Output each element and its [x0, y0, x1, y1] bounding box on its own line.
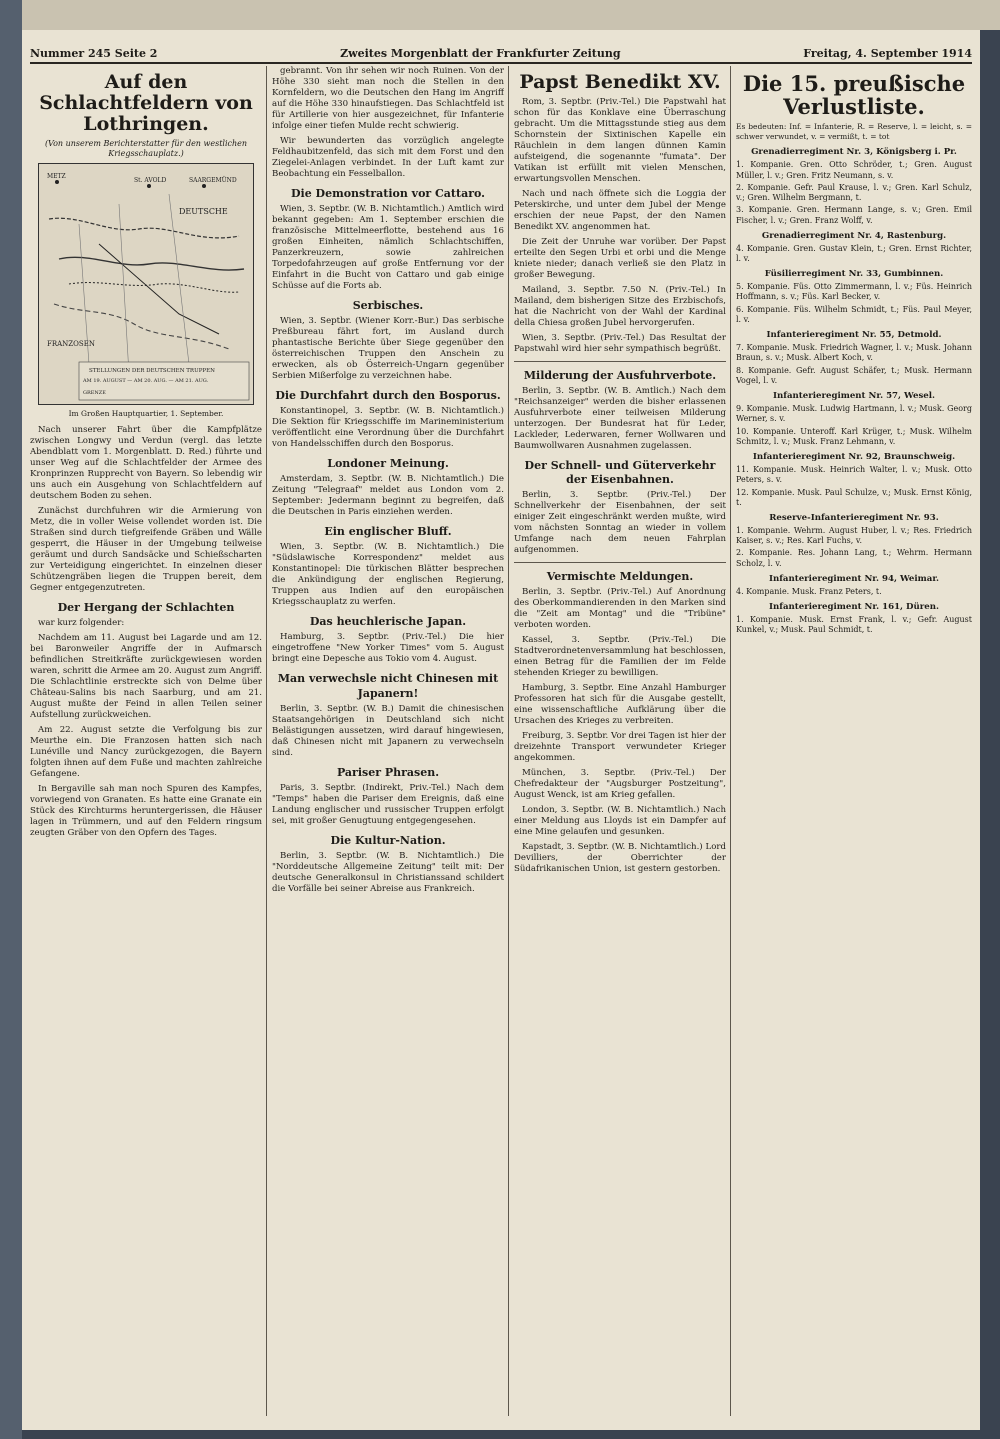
section-heading: Man verwechsle nicht Chinesen mit Japanern! [277, 672, 499, 700]
paragraph: Hamburg, 3. Septbr. (Priv.-Tel.) Die hier eingetroffene "New Yorker Times" vom 5. August bringt eine Depesche aus Tokio vom 4. August. [272, 632, 504, 665]
column-4 [736, 66, 972, 1416]
newspaper-page [22, 30, 980, 1430]
paragraph: Amsterdam, 3. Septbr. (W. B. Nichtamtlich.) Die Zeitung "Telegraaf" meldet aus London vom 2. September: Jedermann beginnt zu begreifen, daß die Deutschen in Paris einziehen werden. [272, 474, 504, 518]
map-caption: Im Großen Hauptquartier, 1. September. [68, 409, 224, 419]
paragraph: Kapstadt, 3. Septbr. (W. B. Nichtamtlich.) Lord Devilliers, der Oberrichter der Südafrikanischen Union, ist gestern gestorben. [514, 842, 726, 875]
paragraph: London, 3. Septbr. (W. B. Nichtamtlich.) Nach einer Meldung aus Lloyds ist ein Dampfer auf eine Mine gelaufen und gesunken. [514, 805, 726, 838]
map-legend-border: GRENZE [83, 390, 106, 397]
paragraph: Nach und nach öffnete sich die Loggia der Peterskirche, und unter dem Jubel der Menge erschien der neue Papst, der den Namen Benedikt XV. angenommen hat. [514, 188, 726, 232]
battle-map [38, 163, 254, 405]
casualty-entry: 5. Kompanie. Füs. Otto Zimmermann, l. v.; Füs. Heinrich Hoffmann, s. v.; Füs. Karl Becker, v. [736, 282, 972, 302]
section-heading: Die Kultur-Nation. [330, 833, 446, 847]
column-2 [272, 66, 504, 1416]
paragraph: Am 22. August setzte die Verfolgung bis zur Meurthe ein. Die Franzosen hatten sich nach Lunéville und Nancy zurückgezogen, die Bayern folgten ihnen auf dem Fuße und machten zahlreiche Gefangene. [30, 724, 262, 779]
casualty-entry: 1. Kompanie. Gren. Otto Schröder, t.; Gren. August Müller, l. v.; Gren. Fritz Neumann, s. v. [736, 160, 972, 180]
column-rule [508, 66, 509, 1416]
casualty-entry: 11. Kompanie. Musk. Heinrich Walter, l. v.; Musk. Otto Peters, s. v. [736, 465, 972, 485]
map-label-metz: METZ [47, 173, 66, 181]
paragraph: Nach unserer Fahrt über die Kampfplätze zwischen Longwy und Verdun (vergl. das letzte Abendblatt vom 1. Morgenblatt. D. Red.) führte und unser Weg auf die Schlachtfelder der Armee des Kronprinzen Rupprecht von Bayern. So lebendig wir uns auch ein Ausgehung von Schlachtfeldern auf deutschem Boden zu sehen. [30, 424, 262, 501]
page-top-edge [22, 0, 1000, 30]
section-heading: Pariser Phrasen. [336, 765, 440, 779]
section-heading: Die Demonstration vor Cattaro. [291, 187, 485, 200]
paragraph: München, 3. Septbr. (Priv.-Tel.) Der Chefredakteur der "Augsburger Postzeitung", August Wenck, ist am Krieg gefallen. [514, 768, 726, 801]
regiment-heading: Reserve-Infanterieregiment Nr. 93. [769, 513, 939, 523]
map-label-saargemuend: SAARGEMÜND [189, 177, 237, 185]
section-heading: Der Hergang der Schlachten [57, 600, 235, 614]
article-subtitle: (Von unserem Berichterstatter für den westlichen Kriegsschauplatz.) [44, 138, 248, 158]
casualty-entry: 4. Kompanie. Gren. Gustav Klein, t.; Gren. Ernst Richter, l. v. [736, 243, 972, 264]
paragraph: Wien, 3. Septbr. (Priv.-Tel.) Das Resultat der Papstwahl wird hier sehr sympathisch begrüßt. [514, 332, 726, 354]
regiment-heading: Infanterieregiment Nr. 161, Düren. [769, 602, 939, 613]
map-legend-dates: AM 19. AUGUST — AM 20. AUG. — AM 21. AUG. [83, 378, 209, 385]
paragraph: Berlin, 3. Septbr. (W. B. Amtlich.) Nach dem "Reichsanzeiger" werden die bisher erlassenen Ausfuhrverbote einer teilweisen Milderung unterzogen. Der Bundesrat hat für Leder, Lackleder, Lederwaren, ferner Wollwaren und Baumwollwaren Ausnahmen zugelassen. [514, 385, 726, 451]
masthead: Zweites Morgenblatt der Frankfurter Zeitung [340, 46, 621, 60]
section-heading: Der Schnell- und Güterverkehr der Eisenbahnen. [524, 458, 716, 487]
paragraph: Kassel, 3. Septbr. (Priv.-Tel.) Die Stadtverordnetenversammlung hat beschlossen, einen Betrag für die Familien der im Felde stehenden Krieger zu bewilligen. [514, 635, 726, 679]
regiment-heading: Infanterieregiment Nr. 94, Weimar. [768, 573, 940, 584]
paragraph: Wien, 3. Septbr. (Wiener Korr.-Bur.) Das serbische Preßbureau fährt fort, im Ausland durch phantastische Berichte über Siege gegenüber den österreichischen Truppen den Anschein zu erwecken, als ob Österreich-Ungarn gegenüber Serbien Mißerfolge zu verzeichnen habe. [272, 316, 504, 382]
paragraph: Die Zeit der Unruhe war vorüber. Der Papst erteilte den Segen Urbi et orbi und die Menge kniete nieder; danach verließ sie den Platz in großer Bewegung. [514, 236, 726, 280]
casualty-entry: 1. Kompanie. Musk. Ernst Frank, l. v.; Gefr. August Kunkel, v.; Musk. Paul Schmidt, t. [736, 615, 972, 635]
casualty-entry: 8. Kompanie. Gefr. August Schäfer, t.; Musk. Hermann Vogel, l. v. [736, 365, 972, 385]
section-heading: Ein englischer Bluff. [324, 525, 452, 539]
paragraph: Konstantinopel, 3. Septbr. (W. B. Nichtamtlich.) Die Sektion für Kriegsschiffe im Marineministerium veröffentlicht eine Verordnung über die Durchfahrt von Handelsschiffen durch den Bosporus. [272, 406, 504, 450]
casualty-entry: 10. Kompanie. Unteroff. Karl Krüger, t.; Musk. Wilhelm Schmitz, l. v.; Musk. Franz Lehmann, v. [736, 426, 972, 446]
paragraph: Nachdem am 11. August bei Lagarde und am 12. bei Baronweiler Angriffe der in Aufmarsch befindlichen Streitkräfte zurückgewiesen worden waren, schritt die Armee am 20. August zum Angriff. Die Schlachtlinie erstreckte sich von Delme über Château-Salins bis nach Saarburg, und am 21. August mußte der Feind in allen Teilen seiner Aufstellung zurückweichen. [30, 632, 262, 720]
regiment-heading: Grenadierregiment Nr. 3, Königsberg i. Pr. [751, 147, 957, 158]
paragraph: Wir bewunderten das vorzüglich angelegte Feldhaubitzenfeld, das sich mit dem Forst und den Ziegelei-Anlagen verbindet. In der Luft kamt zur Beobachtung ein Fesselballon. [272, 136, 504, 179]
section-heading: Milderung der Ausfuhrverbote. [523, 368, 717, 382]
paragraph: Berlin, 3. Septbr. (W. B. Nichtamtlich.) Die "Norddeutsche Allgemeine Zeitung" teilt mit: Der deutsche Generalkonsul in Christianssand schildert die Vorfälle bei seiner Abreise aus Frankreich. [272, 850, 504, 894]
paragraph: war kurz folgender: [38, 617, 125, 628]
map-label-franzosen: FRANZOSEN [47, 340, 95, 349]
issue-number: Nummer 245 Seite 2 [30, 46, 158, 60]
divider [514, 361, 726, 362]
casualty-entry: 12. Kompanie. Musk. Paul Schulze, v.; Musk. Ernst König, t. [736, 487, 972, 507]
regiment-heading: Infanterieregiment Nr. 92, Braunschweig. [752, 452, 956, 463]
paragraph: gebrannt. Von ihr sehen wir noch Ruinen. Von der Höhe 330 sieht man noch die Stellen in den Kornfeldern, wo die Deutschen den Hang im Angriff auf die Höhe 330 hinaufstiegen. Das Schlachtfeld ist für Artillerie von hier ausgezeichnet, für Infanterie infolge einer tiefen Mulde recht schwierig. [272, 66, 504, 131]
paragraph: Freiburg, 3. Septbr. Vor drei Tagen ist hier der dreizehnte Transport verwundeter Krieger angekommen. [514, 731, 726, 764]
binding-spine [0, 0, 22, 1439]
casualty-entry: 1. Kompanie. Wehrm. August Huber, l. v.; Res. Friedrich Kaiser, s. v.; Res. Karl Fuchs, v. [736, 526, 972, 546]
regiment-heading: Füsilierregiment Nr. 33, Gumbinnen. [764, 269, 944, 280]
paragraph: Berlin, 3. Septbr. (W. B.) Damit die chinesischen Staatsangehörigen in Deutschland sich nicht Belästigungen aussetzen, wird darauf hingewiesen, daß Chinesen nicht mit Japanern zu verwechseln sind. [272, 703, 504, 758]
article-title: Auf den Schlachtfeldern von Lothringen. [39, 71, 253, 135]
casualty-entry: 2. Kompanie. Res. Johann Lang, t.; Wehrm. Hermann Scholz, l. v. [736, 548, 972, 568]
map-label-st-avold: St. AVOLD [134, 177, 167, 185]
casualty-entry: 3. Kompanie. Gren. Hermann Lange, s. v.; Gren. Emil Fischer, l. v.; Gren. Franz Wolff, v. [736, 205, 972, 225]
regiment-heading: Infanterieregiment Nr. 57, Wesel. [772, 391, 936, 402]
regiment-heading: Grenadierregiment Nr. 4, Rastenburg. [761, 230, 947, 241]
section-heading: Serbisches. [352, 299, 424, 313]
divider [514, 562, 726, 563]
paragraph: Rom, 3. Septbr. (Priv.-Tel.) Die Papstwahl hat schon für das Konklave eine Überraschung gebracht. Um die Mittagsstunde stieg aus dem Schornstein der Sixtinischen Kapelle ein Räuchlein in dem langen dünnen Kamin aufsteigend, die sogenannte "fumata". Der Vatikan ist erfüllt mit vielen Menschen, erwartungsvollen Menschen. [514, 96, 726, 184]
section-heading: Londoner Meinung. [327, 457, 449, 471]
column-rule [730, 66, 731, 1416]
column-rule [266, 66, 267, 1416]
paragraph: Berlin, 3. Septbr. (Priv.-Tel.) Auf Anordnung des Oberkommandierenden in den Marken sind die "Zeit am Montag" und die "Tribüne" verboten worden. [514, 587, 726, 631]
paragraph: Mailand, 3. Septbr. 7.50 N. (Priv.-Tel.) In Mailand, dem bisherigen Sitze des Erzbischofs, hat die Nachricht von der Wahl der Kardinal della Chiesa großen Jubel hervorgerufen. [514, 284, 726, 328]
column-1 [30, 66, 262, 1416]
article-title: Papst Benedikt XV. [519, 71, 721, 93]
map-label-deutsche: DEUTSCHE [179, 207, 228, 217]
page-header [30, 44, 972, 64]
issue-date: Freitag, 4. September 1914 [803, 46, 972, 60]
abbreviation-key: Es bedeuten: Inf. = Infanterie, R. = Reserve, l. = leicht, s. = schwer verwundet, v. = vermißt, t. = tot [736, 122, 972, 141]
paragraph: Berlin, 3. Septbr. (Priv.-Tel.) Der Schnellverkehr der Eisenbahnen, der seit einiger Zeit eingeschränkt werden mußte, wird vom nächsten Sonntag an wieder in vollem Umfange nach dem neuen Fahrplan aufgenommen. [514, 490, 726, 556]
casualty-entry: 7. Kompanie. Musk. Friedrich Wagner, l. v.; Musk. Johann Braun, s. v.; Musk. Albert Koch, v. [736, 343, 972, 363]
paragraph: Zunächst durchfuhren wir die Armierung von Metz, die in voller Weise vollendet worden ist. Die Straßen sind durch tiefgreifende Gräben und Wälle gesperrt, die Häuser in der Umgebung teilweise geräumt und durch Sandsäcke und Schießscharten zur Verteidigung eingerichtet. In einzelnen dieser Schützengräben liegen die Truppen bereit, dem Gegner entgegenzutreten. [30, 505, 262, 593]
article-title: Die 15. preußische Verlustliste. [742, 71, 966, 120]
map-legend-title: STELLUNGEN DER DEUTSCHEN TRUPPEN [89, 368, 215, 375]
paragraph: In Bergaville sah man noch Spuren des Kampfes, vorwiegend von Granaten. Es hatte eine Granate ein Stück des Kirchturms heruntergerissen, die Häuser lagen in Trümmern, und auf den Feldern ringsum zeugten Gräber von den Opfern des Tages. [30, 783, 262, 838]
paragraph: Hamburg, 3. Septbr. Eine Anzahl Hamburger Professoren hat sich für die Ausgabe gestellt, eine wissenschaftliche Aufklärung über die Ursachen des Krieges zu verbreiten. [514, 683, 726, 727]
section-heading: Vermischte Meldungen. [546, 570, 694, 584]
casualty-entry: 2. Kompanie. Gefr. Paul Krause, l. v.; Gren. Karl Schulz, v.; Gren. Wilhelm Bergmann, t. [736, 182, 972, 203]
section-heading: Das heuchlerische Japan. [309, 615, 467, 629]
casualty-entry: 4. Kompanie. Musk. Franz Peters, t. [736, 586, 882, 596]
casualty-entry: 9. Kompanie. Musk. Ludwig Hartmann, l. v.; Musk. Georg Werner, s. v. [736, 404, 972, 424]
column-3 [514, 66, 726, 1416]
paragraph: Wien, 3. Septbr. (W. B. Nichtamtlich.) Die "Südslawische Korrespondenz" meldet aus Konstantinopel: Die türkischen Blätter besprechen die Ankündigung der englischen Regierung, Truppen aus Indien auf den europäischen Kriegsschauplatz zu werfen. [272, 542, 504, 608]
paragraph: Paris, 3. Septbr. (Indirekt, Priv.-Tel.) Nach dem "Temps" haben die Pariser dem Ereignis, daß eine Landung englischer und russischer Truppen erfolgt sei, mit großer Genugtuung entgegengesehen. [272, 782, 504, 826]
section-heading: Die Durchfahrt durch den Bosporus. [275, 389, 501, 403]
paragraph: Wien, 3. Septbr. (W. B. Nichtamtlich.) Amtlich wird bekannt gegeben: Am 1. September erschien die französische Mittelmeerflotte, bestehend aus 16 großen Einheiten, nämlich Schlachtschiffen, Panzerkreuzern, sowie zahlreichen Torpedofahrzeugen auf große Entfernung vor der Einfahrt in die Bucht von Cattaro und gab einige Schüsse auf die Forts ab. [272, 204, 504, 292]
regiment-heading: Infanterieregiment Nr. 55, Detmold. [766, 330, 942, 341]
casualty-entry: 6. Kompanie. Füs. Wilhelm Schmidt, t.; Füs. Paul Meyer, l. v. [736, 304, 972, 324]
